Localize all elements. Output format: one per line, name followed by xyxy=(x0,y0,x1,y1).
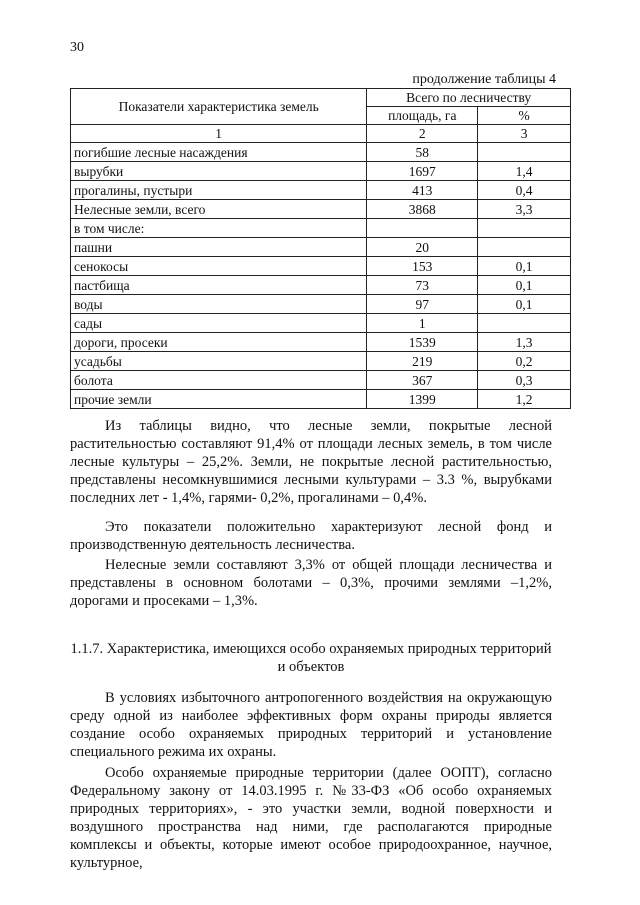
row-area-cell: 58 xyxy=(367,143,478,162)
table-row xyxy=(71,314,571,333)
header-indicator: Показатели характеристика земель xyxy=(71,89,367,125)
header-total: Всего по лесничеству xyxy=(367,89,571,107)
row-area-cell: 413 xyxy=(367,181,478,200)
row-name-cell: дороги, просеки xyxy=(71,333,367,352)
row-percent-cell: 1,2 xyxy=(478,390,571,409)
row-area-cell: 153 xyxy=(367,257,478,276)
table-body xyxy=(71,143,571,409)
section-heading: 1.1.7. Характеристика, имеющихся особо охраняемых природных территорий и объектов xyxy=(70,641,552,675)
table-row xyxy=(71,200,571,219)
row-name-cell: болота xyxy=(71,371,367,390)
table-row xyxy=(71,162,571,181)
row-percent-cell xyxy=(478,238,571,257)
row-area-cell: 97 xyxy=(367,295,478,314)
table-row xyxy=(71,371,571,390)
row-name-cell: пашни xyxy=(71,238,367,257)
row-name-cell: прочие земли xyxy=(71,390,367,409)
table-row xyxy=(71,276,571,295)
paragraph-protected-definition: Особо охраняемые природные территории (далее ООПТ), согласно Федеральному закону от 14.03.1995 г. №33-ФЗ «Об особо охраняемых природных территориях», - это участки земли, водной поверхности и воздушного пространства над ними, где располагаются природные комплексы и объекты, которые имеют особое природоохранное, научное, культурное, xyxy=(70,765,552,871)
table-row xyxy=(71,257,571,276)
row-percent-cell: 0,1 xyxy=(478,257,571,276)
row-percent-cell: 0,1 xyxy=(478,295,571,314)
col-number-3: 3 xyxy=(478,125,571,143)
table-row xyxy=(71,295,571,314)
row-area-cell: 1 xyxy=(367,314,478,333)
row-name-cell: вырубки xyxy=(71,162,367,181)
paragraph-nonforest-lands: Нелесные земли составляют 3,3% от общей площади лесничества и представлены в основном болотами – 0,3%, прочими землями –1,2%, дорогами и просеками – 1,3%. xyxy=(70,557,552,609)
col-number-1: 1 xyxy=(71,125,367,143)
row-area-cell xyxy=(367,219,478,238)
row-percent-cell xyxy=(478,314,571,333)
row-percent-cell: 1,3 xyxy=(478,333,571,352)
paragraph-indicators: Это показатели положительно характеризуют лесной фонд и производственную деятельность лесничества. xyxy=(70,519,552,553)
table-row xyxy=(71,352,571,371)
row-area-cell: 367 xyxy=(367,371,478,390)
row-percent-cell: 0,4 xyxy=(478,181,571,200)
row-area-cell: 73 xyxy=(367,276,478,295)
paragraph-table-analysis: Из таблицы видно, что лесные земли, покрытые лесной растительностью составляют 91,4% от площади лесных земель, в том числе лесные культуры – 25,2%. Земли, не покрытые лесной растительностью, представлены несомкнувшимися лесными культурами – 3.3 %, вырубками последних лет - 1,4%, гарями- 0,2%, прогалинами – 0,4%. xyxy=(70,418,552,506)
table-row xyxy=(71,333,571,352)
header-area: площадь, га xyxy=(367,107,478,125)
page-number: 30 xyxy=(70,40,84,55)
row-name-cell: погибшие лесные насаждения xyxy=(71,143,367,162)
header-percent: % xyxy=(478,107,571,125)
row-name-cell: сады xyxy=(71,314,367,333)
row-name-cell: пастбища xyxy=(71,276,367,295)
table-row xyxy=(71,181,571,200)
row-name-cell: прогалины, пустыри xyxy=(71,181,367,200)
table-row xyxy=(71,143,571,162)
land-characteristics-table xyxy=(70,88,571,409)
row-area-cell: 1399 xyxy=(367,390,478,409)
row-name-cell: в том числе: xyxy=(71,219,367,238)
row-area-cell: 1539 xyxy=(367,333,478,352)
col-number-2: 2 xyxy=(367,125,478,143)
row-name-cell: усадьбы xyxy=(71,352,367,371)
table-row xyxy=(71,238,571,257)
row-name-cell: Нелесные земли, всего xyxy=(71,200,367,219)
row-area-cell: 20 xyxy=(367,238,478,257)
row-area-cell: 1697 xyxy=(367,162,478,181)
row-percent-cell: 0,1 xyxy=(478,276,571,295)
row-area-cell: 3868 xyxy=(367,200,478,219)
row-percent-cell: 1,4 xyxy=(478,162,571,181)
row-percent-cell xyxy=(478,219,571,238)
row-percent-cell: 0,2 xyxy=(478,352,571,371)
row-name-cell: воды xyxy=(71,295,367,314)
row-percent-cell xyxy=(478,143,571,162)
row-name-cell: сенокосы xyxy=(71,257,367,276)
table-row xyxy=(71,390,571,409)
table-caption: продолжение таблицы 4 xyxy=(412,72,556,87)
table-row xyxy=(71,219,571,238)
row-percent-cell: 0,3 xyxy=(478,371,571,390)
row-percent-cell: 3,3 xyxy=(478,200,571,219)
paragraph-protected-intro: В условиях избыточного антропогенного воздействия на окружающую среду одной из наиболее эффективных форм охраны природы является создание особо охраняемых природных территорий и установление специального режима их охраны. xyxy=(70,690,552,760)
row-area-cell: 219 xyxy=(367,352,478,371)
